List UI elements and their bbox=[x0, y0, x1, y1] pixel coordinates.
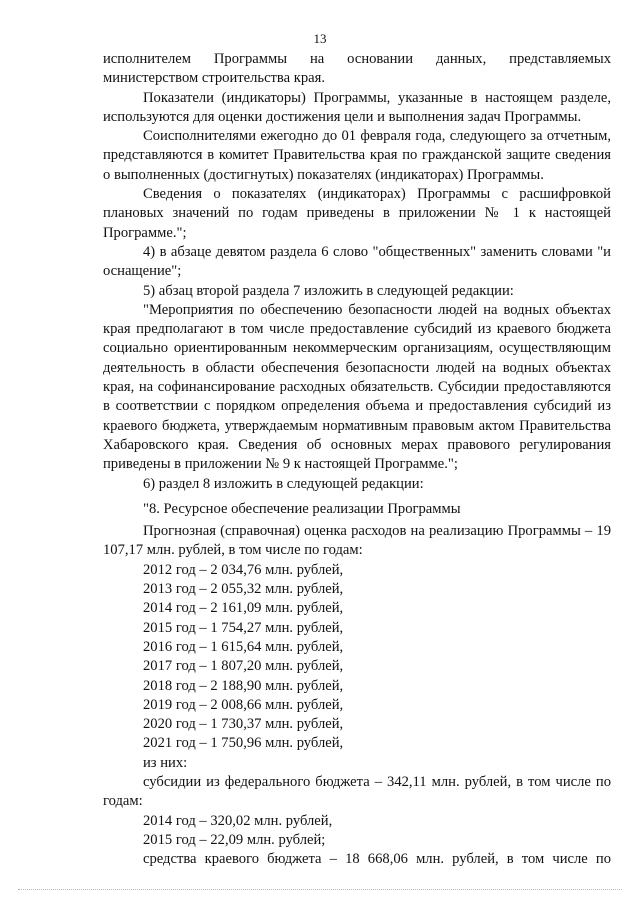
paragraph-amendment-6: 6) раздел 8 изложить в следующей редакции: bbox=[143, 475, 424, 492]
paragraph-co-executors: Соисполнителями ежегодно до 01 февраля года, следующего за отчетным, представляются в комитет Правительства края по гражданской защите сведения о выполненных (достигнутых) показателях (индикаторах) Программы. bbox=[103, 128, 611, 183]
section-heading: "8. Ресурсное обеспечение реализации Программы bbox=[143, 500, 461, 517]
list-item: 2015 год – 1 754,27 млн. рублей, bbox=[143, 619, 344, 636]
scan-edge-artifact bbox=[18, 889, 622, 891]
list-item: 2013 год – 2 055,32 млн. рублей, bbox=[143, 581, 344, 598]
list-item: 2014 год – 320,02 млн. рублей, bbox=[143, 812, 333, 829]
list-item: 2015 год – 22,09 млн. рублей; bbox=[143, 831, 326, 848]
paragraph-continuation: исполнителем Программы на основании данных, представляемых министерством строительства края. bbox=[103, 51, 611, 87]
document-body bbox=[103, 50, 611, 869]
list-item: 2016 год – 1 615,64 млн. рублей, bbox=[143, 638, 344, 655]
list-item: 2020 год – 1 730,37 млн. рублей, bbox=[143, 716, 344, 733]
paragraph-indicators-usage: Показатели (индикаторы) Программы, указанные в настоящем разделе, используются для оценки достижения цели и выполнения задач Программы. bbox=[103, 89, 611, 125]
list-item: 2019 год – 2 008,66 млн. рублей, bbox=[143, 696, 344, 713]
paragraph-amendment-5: 5) абзац второй раздела 7 изложить в следующей редакции: bbox=[143, 282, 514, 299]
federal-year-list bbox=[103, 812, 611, 851]
paragraph-indicators-appendix: Сведения о показателях (индикаторах) Программы с расшифровкой плановых значений по годам приведены в приложении № 1 к настоящей Программе."; bbox=[103, 186, 611, 241]
year-list bbox=[103, 561, 611, 754]
list-item: 2018 год – 2 188,90 млн. рублей, bbox=[143, 677, 344, 694]
paragraph-federal-subsidies: субсидии из федерального бюджета – 342,11 млн. рублей, в том числе по годам: bbox=[103, 773, 611, 810]
paragraph-regional-budget: средства краевого бюджета – 18 668,06 млн. рублей, в том числе по bbox=[143, 851, 611, 868]
paragraph-water-safety: "Мероприятия по обеспечению безопасности людей на водных объектах края предполагают в том числе предоставление субсидий из краевого бюджета социально ориентированным некоммерческим организациям, осуществляющим деятельность в области обеспечения безопасности людей на водных объектах края, на софинансирование расходных обязательств. Субсидии предоставляются в соответствии с порядком определения объема и предоставления субсидий из краевого бюджета, утверждаемым нормативным правовым актом Правительства Хабаровского края. Сведения об основных мерах правового регулирования приведены в приложении № 9 к настоящей Программе."; bbox=[103, 301, 611, 473]
of-them-label: из них: bbox=[143, 754, 188, 771]
list-item: 2014 год – 2 161,09 млн. рублей, bbox=[143, 600, 344, 617]
list-item: 2012 год – 2 034,76 млн. рублей, bbox=[143, 561, 344, 578]
page-number: 13 bbox=[313, 31, 327, 46]
paragraph-forecast-total: Прогнозная (справочная) оценка расходов на реализацию Программы – 19 107,17 млн. рублей, в том числе по годам: bbox=[103, 523, 611, 559]
paragraph-amendment-4: 4) в абзаце девятом раздела 6 слово "общественных" заменить словами "и оснащение"; bbox=[103, 243, 611, 280]
list-item: 2017 год – 1 807,20 млн. рублей, bbox=[143, 658, 344, 675]
list-item: 2021 год – 1 750,96 млн. рублей, bbox=[143, 735, 344, 752]
